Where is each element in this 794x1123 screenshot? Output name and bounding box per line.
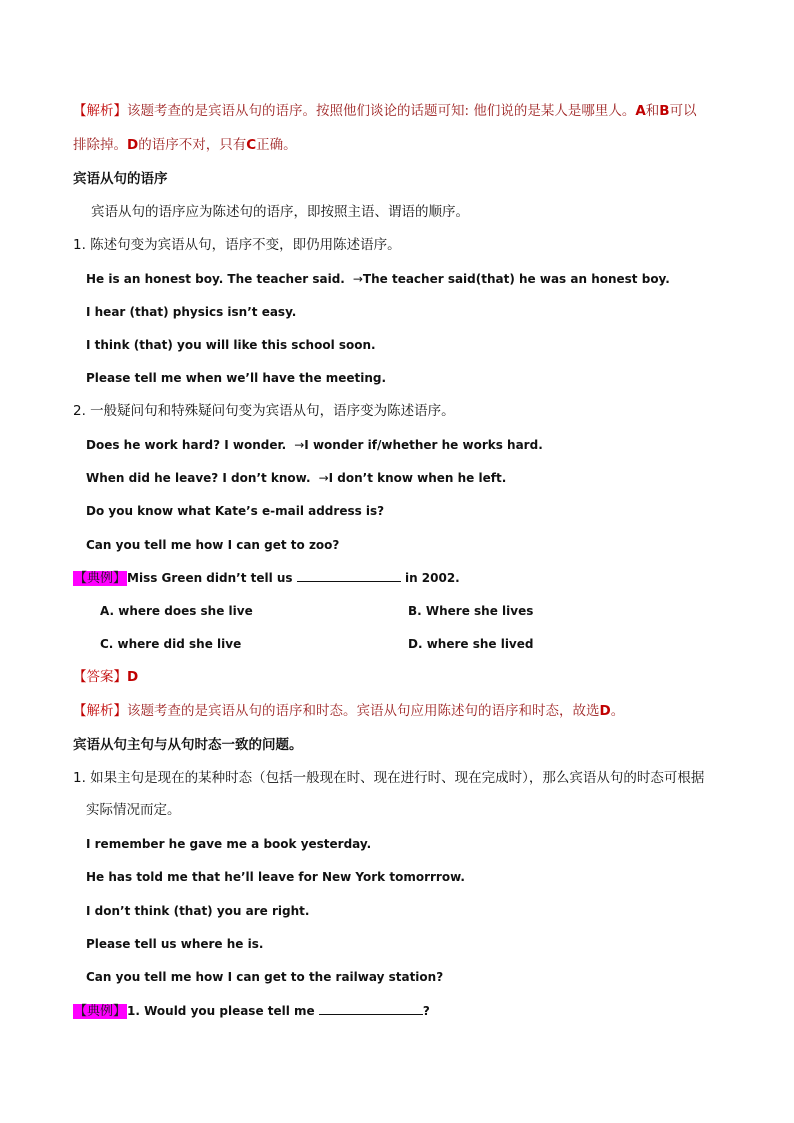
example-tag: 【典例】 — [74, 1004, 127, 1019]
answer-blank — [297, 569, 401, 582]
option-d-ref: D — [127, 137, 139, 153]
answer-tag: 【答案】 — [73, 669, 127, 685]
example-sentence — [86, 270, 670, 288]
example-sentence: Can you tell me how I can get to the railway station? — [86, 970, 444, 984]
example-original: When did he leave? I don’t know. — [86, 471, 311, 485]
question-text: Miss Green didn’t tell us — [127, 571, 293, 585]
rule-1: 1. 陈述句变为宾语从句，语序不变，即仍用陈述语序。 — [73, 237, 401, 253]
option-c-ref: C — [246, 137, 257, 153]
rule-tense-1: 1. 如果主句是现在的某种时态（包括一般现在时、现在进行时、现在完成时），那么宾语从句的时态可根据 — [73, 770, 705, 786]
option-a: A. where does she live — [100, 604, 253, 618]
question-text-end: ? — [422, 1004, 430, 1018]
analysis-line-1 — [73, 102, 697, 120]
analysis-line-2 — [73, 136, 297, 154]
option-a-ref: A — [635, 103, 646, 119]
example-sentence — [86, 469, 506, 487]
section-intro: 宾语从句的语序应为陈述句的语序，即按照主语、谓语的顺序。 — [91, 204, 469, 220]
analysis-line-3 — [73, 702, 624, 720]
example-sentence — [86, 436, 543, 454]
example-sentence: Please tell us where he is. — [86, 937, 264, 951]
example-sentence: I don’t think (that) you are right. — [86, 904, 310, 918]
rule-tense-1-cont: 实际情况而定。 — [86, 802, 181, 818]
example-sentence: I hear (that) physics isn’t easy. — [86, 305, 297, 319]
answer-blank — [319, 1002, 423, 1015]
analysis-tag: 【解析】 — [73, 103, 127, 119]
example-sentence: Do you know what Kate’s e-mail address is? — [86, 504, 385, 518]
rule-2: 2. 一般疑问句和特殊疑问句变为宾语从句，语序变为陈述语序。 — [73, 403, 455, 419]
analysis-text: 正确。 — [256, 137, 297, 153]
example-sentence: Can you tell me how I can get to zoo? — [86, 538, 340, 552]
example-question-2 — [73, 1002, 430, 1021]
analysis-text: 该题考查的是宾语从句的语序和时态。宾语从句应用陈述句的语序和时态，故选 — [127, 703, 600, 719]
example-converted: I wonder if/whether he works hard. — [304, 438, 543, 452]
question-text: 1. Would you please tell me — [127, 1004, 315, 1018]
option-c: C. where did she live — [100, 637, 242, 651]
connector-text: 和 — [645, 103, 660, 119]
option-b-ref: B — [659, 103, 670, 119]
section-heading-tense: 宾语从句主句与从句时态一致的问题。 — [73, 737, 303, 753]
example-original: Does he work hard? I wonder. — [86, 438, 287, 452]
section-heading-word-order: 宾语从句的语序 — [73, 171, 168, 187]
analysis-text-end: 。 — [610, 703, 625, 719]
option-b: B. Where she lives — [408, 604, 534, 618]
example-sentence: Please tell me when we’ll have the meeting. — [86, 371, 387, 385]
example-tag: 【典例】 — [74, 571, 127, 586]
option-d-ref: D — [599, 703, 611, 719]
analysis-text: 该题考查的是宾语从句的语序。按照他们谈论的话题可知: 他们说的是某人是哪里人。 — [127, 103, 636, 119]
example-sentence: He has told me that he’ll leave for New York tomorrrow. — [86, 870, 465, 884]
analysis-text: 的语序不对，只有 — [138, 137, 247, 153]
example-converted: I don’t know when he left. — [328, 471, 507, 485]
option-d: D. where she lived — [408, 637, 534, 651]
analysis-text-end: 可以 — [669, 103, 697, 119]
answer-line — [73, 668, 138, 686]
question-text-end: in 2002. — [404, 571, 460, 585]
answer-value: D — [127, 669, 139, 685]
example-converted: The teacher said(that) he was an honest boy. — [362, 272, 670, 286]
arrow-icon: → — [290, 438, 305, 452]
arrow-icon: → — [314, 471, 329, 485]
example-sentence: I remember he gave me a book yesterday. — [86, 837, 372, 851]
example-question-1 — [73, 569, 460, 588]
example-sentence: I think (that) you will like this school soon. — [86, 338, 376, 352]
analysis-text: 排除掉。 — [73, 137, 127, 153]
analysis-tag: 【解析】 — [73, 703, 127, 719]
arrow-icon: → — [349, 272, 363, 286]
example-original: He is an honest boy. The teacher said. — [86, 272, 345, 286]
